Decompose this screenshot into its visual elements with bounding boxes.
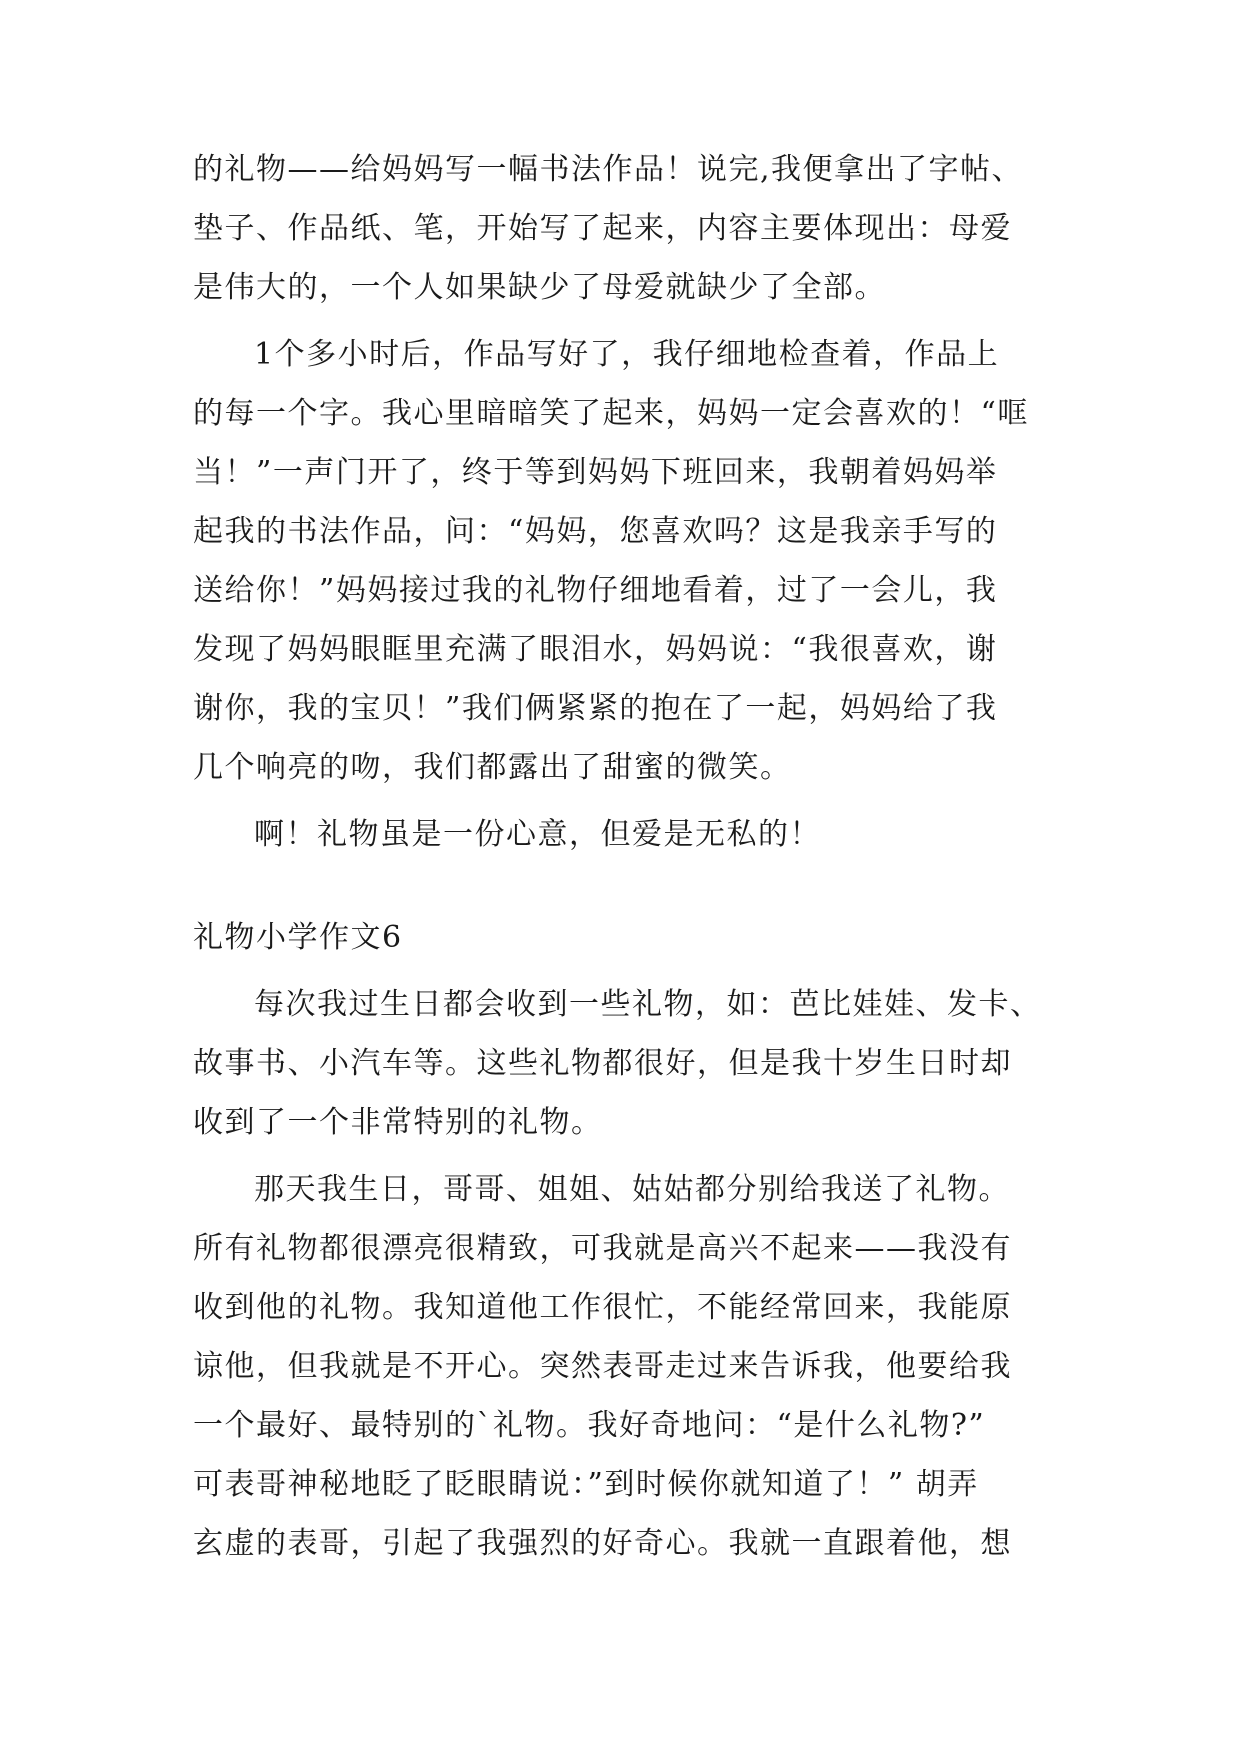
paragraph-line: 啊！礼物虽是一份心意，但爱是无私的！ <box>254 817 821 852</box>
paragraph-line: 的礼物——给妈妈写一幅书法作品！说完,我便拿出了字帖、 <box>193 152 1024 187</box>
paragraph-line: 送给你！”妈妈接过我的礼物仔细地看着，过了一会儿，我 <box>193 573 998 608</box>
paragraph-line: 所有礼物都很漂亮很精致，可我就是高兴不起来——我没有 <box>193 1231 1012 1266</box>
paragraph-line: 一个最好、最特别的`礼物。我好奇地问：“是什么礼物?” <box>193 1408 986 1443</box>
paragraph-line: 收到他的礼物。我知道他工作很忙，不能经常回来，我能原 <box>193 1290 1012 1325</box>
paragraph-line: 几个响亮的吻，我们都露出了甜蜜的微笑。 <box>193 750 792 785</box>
paragraph-line: 可表哥神秘地眨了眨眼睛说：”到时候你就知道了！” 胡弄 <box>193 1467 979 1502</box>
section-heading: 礼物小学作文6 <box>193 920 403 955</box>
paragraph-line: 起我的书法作品，问：“妈妈，您喜欢吗？这是我亲手写的 <box>193 514 998 549</box>
paragraph-line: 谢你，我的宝贝！”我们俩紧紧的抱在了一起，妈妈给了我 <box>193 691 998 726</box>
paragraph-line: 垫子、作品纸、笔，开始写了起来，内容主要体现出：母爱 <box>193 211 1012 246</box>
paragraph-line: 那天我生日，哥哥、姐姐、姑姑都分别给我送了礼物。 <box>254 1172 1010 1207</box>
paragraph-line: 收到了一个非常特别的礼物。 <box>193 1105 603 1140</box>
paragraph-line: 发现了妈妈眼眶里充满了眼泪水，妈妈说：“我很喜欢，谢 <box>193 632 998 667</box>
paragraph-line: 故事书、小汽车等。这些礼物都很好，但是我十岁生日时却 <box>193 1046 1012 1081</box>
paragraph-line: 每次我过生日都会收到一些礼物，如：芭比娃娃、发卡、 <box>254 987 1042 1022</box>
paragraph-line: 玄虚的表哥，引起了我强烈的好奇心。我就一直跟着他，想 <box>193 1526 1012 1561</box>
paragraph-line: 谅他，但我就是不开心。突然表哥走过来告诉我，他要给我 <box>193 1349 1012 1384</box>
paragraph-line: 是伟大的，一个人如果缺少了母爱就缺少了全部。 <box>193 270 886 305</box>
paragraph-line: 1个多小时后，作品写好了，我仔细地检查着，作品上 <box>254 337 1000 372</box>
paragraph-line: 的每一个字。我心里暗暗笑了起来，妈妈一定会喜欢的！“哐 <box>193 396 1029 431</box>
paragraph-line: 当！”一声门开了，终于等到妈妈下班回来，我朝着妈妈举 <box>193 455 998 490</box>
